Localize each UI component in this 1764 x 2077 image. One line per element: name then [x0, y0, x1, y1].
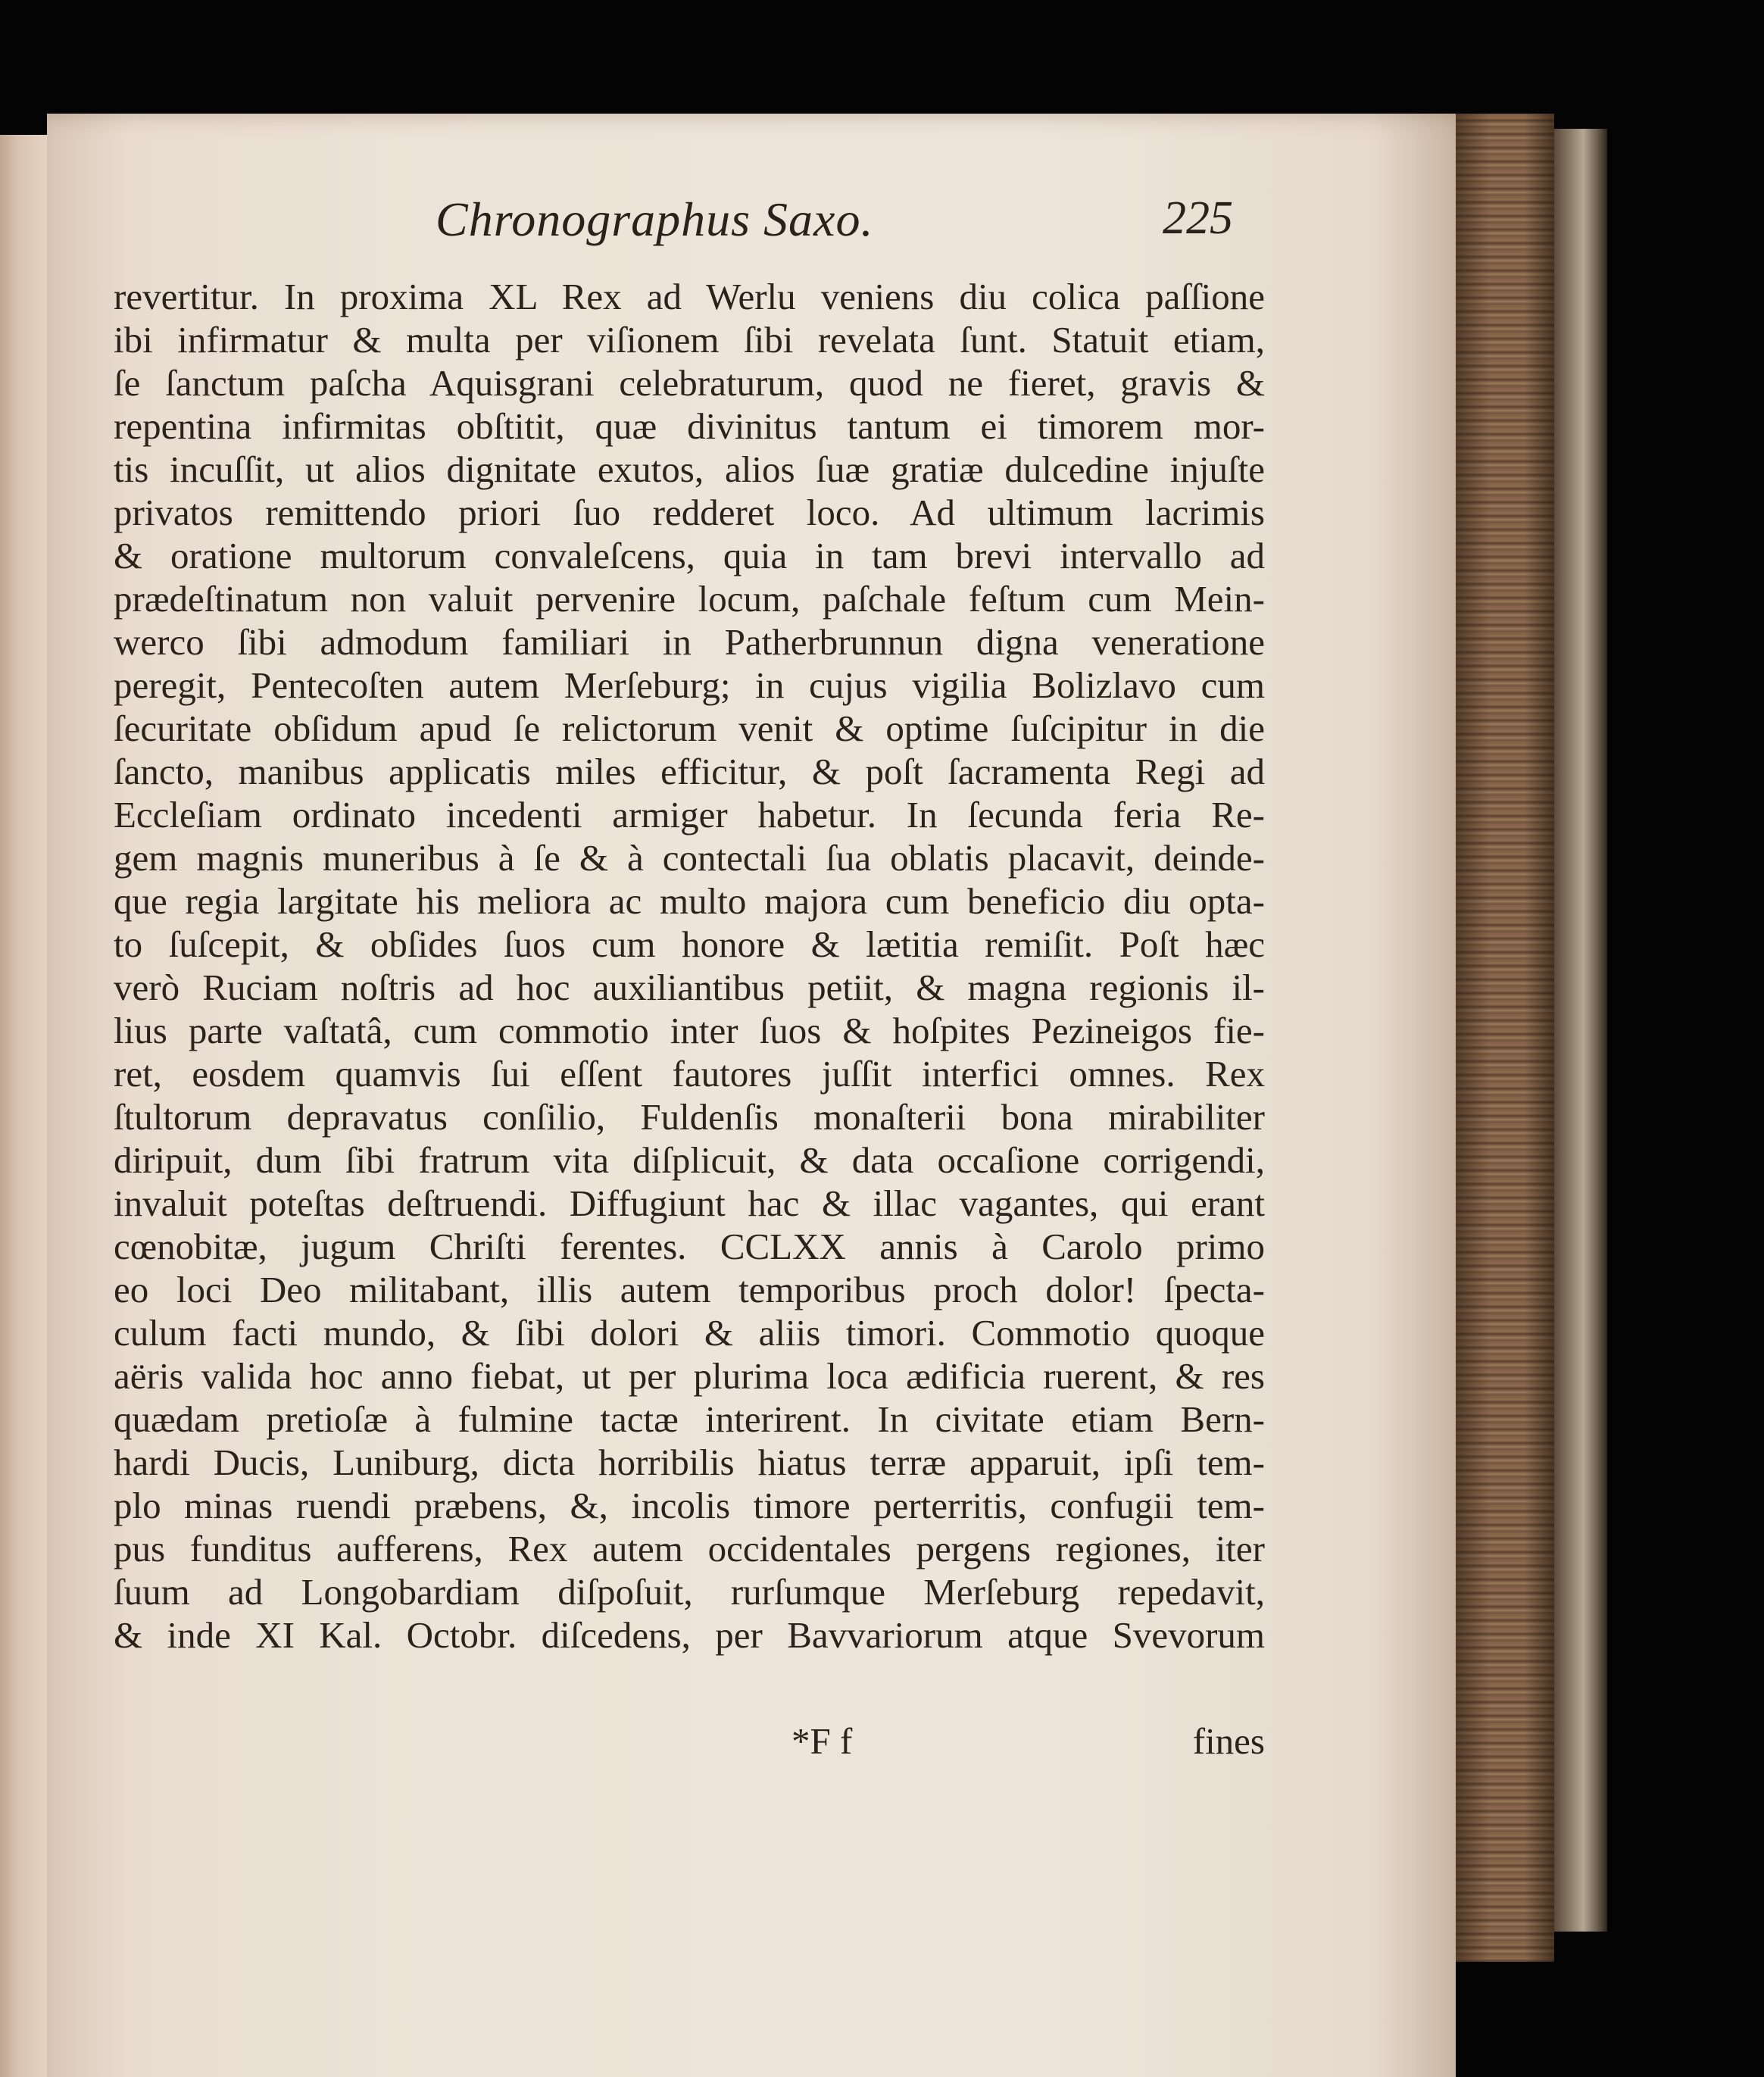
text-line: ſtultorum depravatus conſilio, Fuldenſis monaſterii bona mirabiliter [114, 1096, 1265, 1138]
text-line: ibi infirmatur & multa per viſionem ſibi revelata ſunt. Statuit etiam, [114, 319, 1265, 361]
text-line: lius parte vaſtatâ, cum commotio inter ſuos & hoſpites Pezineigos fie- [114, 1010, 1265, 1051]
text-line: eo loci Deo militabant, illis autem temporibus proch dolor! ſpecta- [114, 1269, 1265, 1310]
text-line: plo minas ruendi præbens, &, incolis timore perterritis, confugii tem- [114, 1485, 1265, 1526]
fore-edge-shadow [1456, 114, 1554, 1962]
text-line: gem magnis muneribus à ſe & à contectali ſua oblatis placavit, deinde- [114, 837, 1265, 879]
text-line: culum facti mundo, & ſibi dolori & aliis timori. Commotio quoque [114, 1312, 1265, 1354]
text-line: & inde XI Kal. Octobr. diſcedens, per Bavvariorum atque Svevorum [114, 1614, 1265, 1656]
text-line: que regia largitate his meliora ac multo majora cum beneficio diu opta- [114, 880, 1265, 922]
signature-mark: *F f [791, 1720, 853, 1762]
text-line: hardi Ducis, Luniburg, dicta horribilis hiatus terræ apparuit, ipſi tem- [114, 1441, 1265, 1483]
text-line: werco ſibi admodum familiari in Patherbrunnun digna veneratione [114, 621, 1265, 663]
text-line: quædam pretioſæ à fulmine tactæ interirent. In civitate etiam Bern- [114, 1398, 1265, 1440]
page-footer [114, 1719, 1265, 1765]
book-cover-edge [1554, 129, 1607, 1932]
running-head: Chronographus Saxo. [436, 192, 874, 246]
text-line: pus funditus aufferens, Rex autem occidentales pergens regiones, iter [114, 1528, 1265, 1569]
text-line: prædeſtinatum non valuit pervenire locum, paſchale feſtum cum Mein- [114, 578, 1265, 620]
text-line: tis incuſſit, ut alios dignitate exutos, alios ſuæ gratiæ dulcedine injuſte [114, 448, 1265, 490]
text-line: ſancto, manibus applicatis miles efficitur, & poſt ſacramenta Regi ad [114, 751, 1265, 792]
text-line: ſuum ad Longobardiam diſpoſuit, rurſumque Merſeburg repedavit, [114, 1571, 1265, 1613]
text-line: verò Ruciam noſtris ad hoc auxiliantibus petiit, & magna regionis il- [114, 967, 1265, 1008]
text-line: aëris valida hoc anno fiebat, ut per plurima loca ædificia ruerent, & res [114, 1355, 1265, 1397]
text-line: repentina infirmitas obſtitit, quæ divinitus tantum ei timorem mor- [114, 405, 1265, 447]
text-line: invaluit poteſtas deſtruendi. Diffugiunt hac & illac vagantes, qui erant [114, 1182, 1265, 1224]
text-line: peregit, Pentecoſten autem Merſeburg; in cujus vigilia Bolizlavo cum [114, 664, 1265, 706]
page-number: 225 [1163, 192, 1233, 244]
text-line: & oratione multorum convaleſcens, quia in tam brevi intervallo ad [114, 535, 1265, 576]
text-line: ſe ſanctum paſcha Aquisgrani celebraturum, quod ne fieret, gravis & [114, 362, 1265, 404]
body-text [114, 275, 1265, 1657]
facing-page-edge [0, 135, 47, 2077]
text-line: privatos remittendo priori ſuo redderet loco. Ad ultimum lacrimis [114, 492, 1265, 533]
text-line: cœnobitæ, jugum Chriſti ferentes. CCLXX annis à Carolo primo [114, 1226, 1265, 1267]
text-line: ret, eosdem quamvis ſui eſſent fautores juſſit interfici omnes. Rex [114, 1053, 1265, 1095]
text-line: to ſuſcepit, & obſides ſuos cum honore & lætitia remiſit. Poſt hæc [114, 923, 1265, 965]
text-line: ſecuritate obſidum apud ſe relictorum venit & optime ſuſcipitur in die [114, 707, 1265, 749]
catchword: fines [1192, 1720, 1265, 1762]
text-line: diripuit, dum ſibi fratrum vita diſplicuit, & data occaſione corrigendi, [114, 1139, 1265, 1181]
text-line: revertitur. In proxima XL Rex ad Werlu veniens diu colica paſſione [114, 276, 1265, 317]
text-line: Eccleſiam ordinato incedenti armiger habetur. In ſecunda feria Re- [114, 794, 1265, 835]
